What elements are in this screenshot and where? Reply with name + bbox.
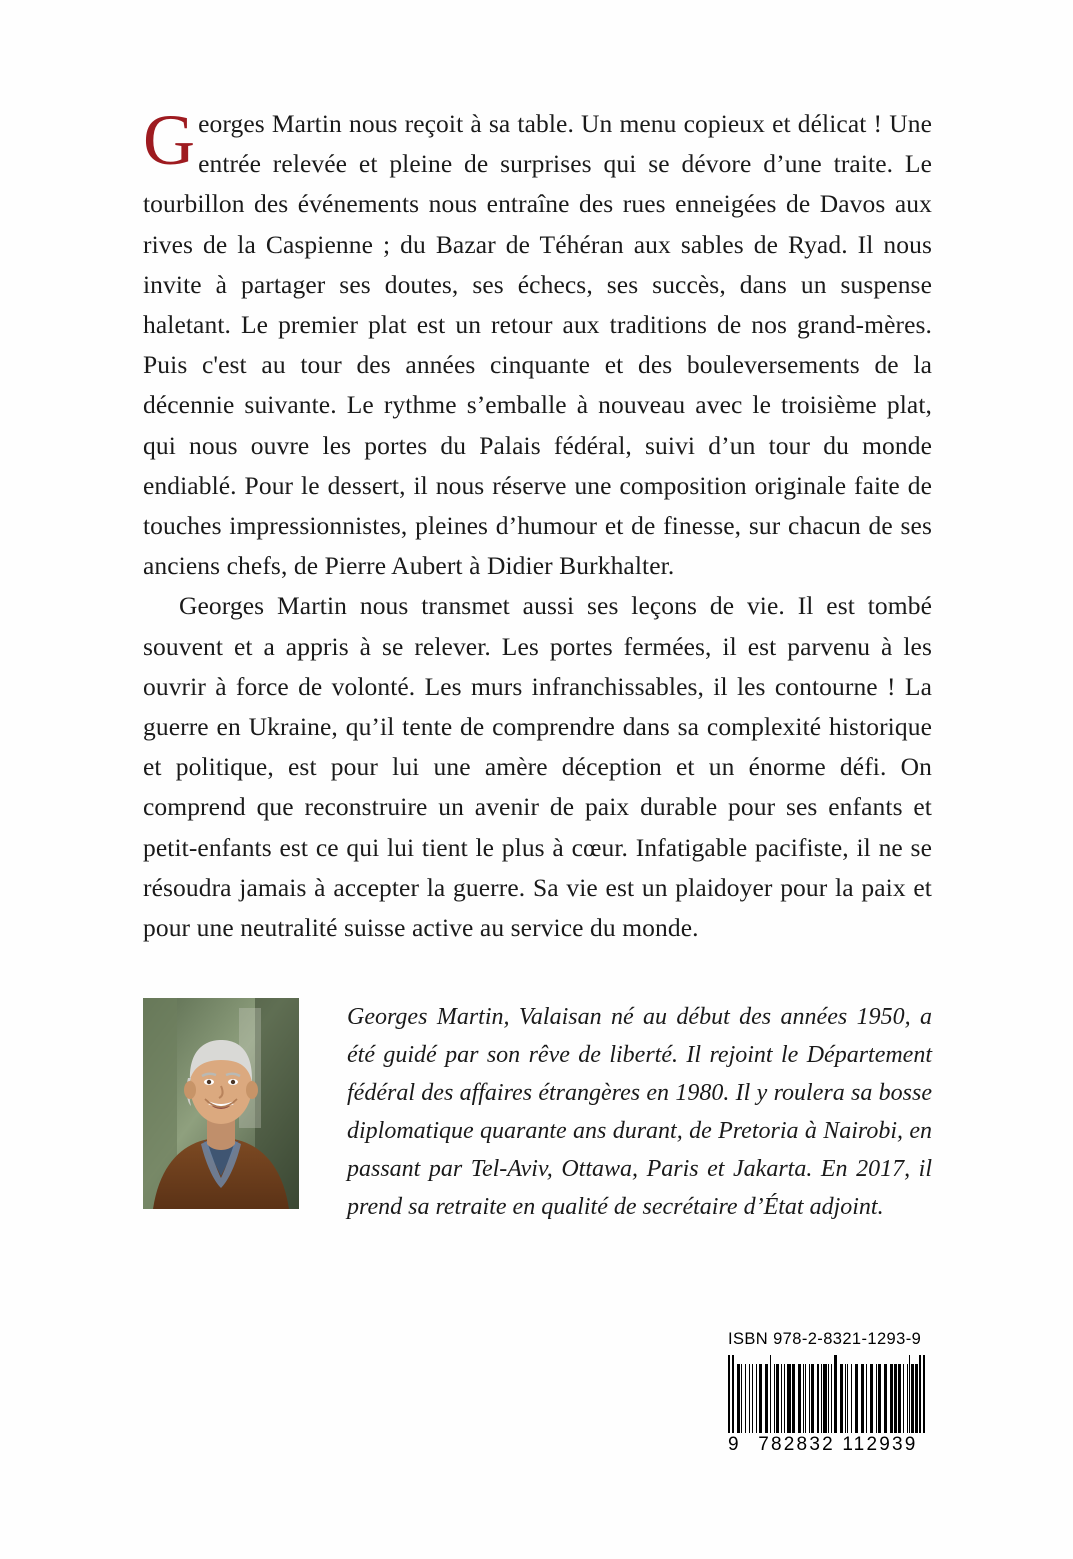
isbn-label: ISBN 978-2-8321-1293-9 xyxy=(728,1330,922,1348)
isbn-barcode xyxy=(728,1355,928,1455)
blurb-paragraph-1 xyxy=(143,100,932,586)
author-portrait-photo xyxy=(143,998,299,1209)
isbn-block xyxy=(728,1330,928,1455)
barcode-bars xyxy=(728,1355,928,1433)
author-bio-text-wrap xyxy=(347,998,932,1226)
blurb-paragraph-1-text: eorges Martin nous reçoit à sa table. Un menu copieux et délicat ! Une entrée relevée et pleine de surprises qui se dévore d’une traite. Le tourbillon des événements nous entraîne des rues enneigées de Davos aux rives de la Caspienne ; du Bazar de Téhéran aux sables de Ryad. Il nous invite à partager ses doutes, ses échecs, ses succès, dans un suspense haletant. Le premier plat est un retour aux traditions de nos grand-mères. Puis c'est au tour des années cinquante et des bouleversements de la décennie suivante. Le rythme s’emballe à nouveau avec le troisième plat, qui nous ouvre les portes du Palais fédéral, suivi d’un tour du monde endiablé. Pour le dessert, il nous réserve une composition originale faite de touches impressionnistes, pleines d’humour et de finesse, sur chacun de ses anciens chefs, de Pierre Aubert à Didier Burkhalter. xyxy=(143,109,932,581)
barcode-digits xyxy=(728,1434,928,1456)
barcode-number: 782832 112939 xyxy=(758,1434,918,1455)
blurb-section xyxy=(143,100,932,948)
blurb-paragraph-2: Georges Martin nous transmet aussi ses leçons de vie. Il est tombé souvent et a appris à se relever. Les portes fermées, il est parvenu à les ouvrir à force de volonté. Les murs infranchissables, il les contourne ! La guerre en Ukraine, qu’il tente de comprendre dans sa complexité historique et politique, est pour lui une amère déception et un énorme défi. On comprend que reconstruire un avenir de paix durable pour ses enfants et petit-enfants est ce qui lui tient le plus à cœur. Infatigable pacifiste, il ne se résoudra jamais à accepter la guerre. Sa vie est un plaidoyer pour la paix et pour une neutralité suisse active au service du monde. xyxy=(143,591,932,943)
author-bio-block xyxy=(143,998,932,1226)
author-bio-text: Georges Martin, Valaisan né au début des années 1950, a été guidé par son rêve de liberté. Il rejoint le Département fédéral des affaires étrangères en 1980. Il y roulera sa bosse diplomatique quarante ans durant, de Pretoria à Nairobi, en passant par Tel-Aviv, Ottawa, Paris et Jakarta. En 2017, il prend sa retraite en qualité de secrétaire d’État adjoint. xyxy=(347,1004,932,1220)
barcode-lead-digit: 9 xyxy=(728,1434,741,1455)
drop-cap-letter: G xyxy=(143,100,196,180)
